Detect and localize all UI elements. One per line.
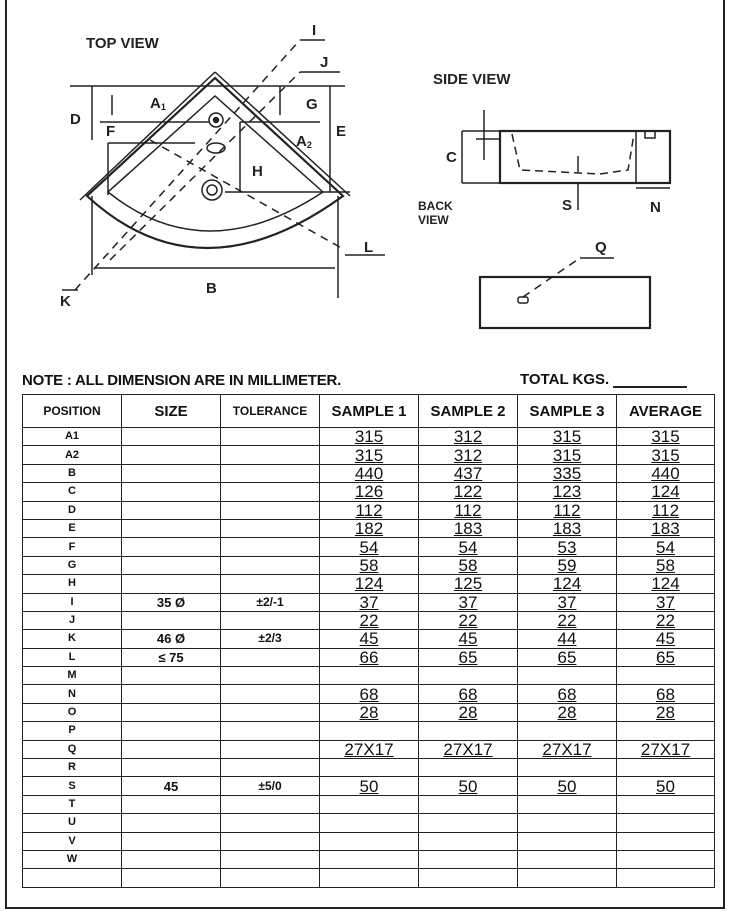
average-cell (617, 869, 715, 887)
position-cell: V (23, 832, 122, 850)
tolerance-cell: ±2/-1 (221, 593, 320, 611)
position-cell: R (23, 759, 122, 777)
table-row (23, 593, 715, 611)
sample-1-cell: 54 (320, 538, 419, 556)
average-cell: 315 (617, 446, 715, 464)
label-f: F (106, 123, 116, 140)
size-cell (122, 483, 221, 501)
table-row (23, 446, 715, 464)
tolerance-cell (221, 501, 320, 519)
units-note: NOTE : ALL DIMENSION ARE IN MILLIMETER. (22, 372, 342, 389)
drain-hole (202, 180, 222, 200)
size-cell (122, 703, 221, 721)
average-cell: 65 (617, 648, 715, 666)
label-j: J (320, 54, 329, 71)
label-e: E (336, 123, 347, 140)
sample-3-cell: 28 (518, 703, 617, 721)
position-cell: L (23, 648, 122, 666)
sample-3-cell: 68 (518, 685, 617, 703)
sample-2-cell: 50 (419, 777, 518, 795)
table-row (23, 483, 715, 501)
tolerance-cell (221, 850, 320, 868)
sample-3-cell: 37 (518, 593, 617, 611)
position-cell: E (23, 519, 122, 537)
table-row (23, 575, 715, 593)
header-tolerance: TOLERANCE (221, 395, 320, 428)
sample-2-cell: 437 (419, 464, 518, 482)
sample-1-cell (320, 759, 419, 777)
sample-1-cell (320, 795, 419, 813)
header-sample-1: SAMPLE 1 (320, 395, 419, 428)
size-cell (122, 538, 221, 556)
total-kgs (520, 371, 687, 388)
sample-3-cell (518, 814, 617, 832)
size-cell (122, 519, 221, 537)
size-cell (122, 446, 221, 464)
average-cell: 183 (617, 519, 715, 537)
size-cell (122, 501, 221, 519)
technical-drawing (0, 0, 729, 370)
sample-1-cell: 112 (320, 501, 419, 519)
sample-1-cell: 28 (320, 703, 419, 721)
table-row (23, 703, 715, 721)
sample-1-cell: 58 (320, 556, 419, 574)
sample-1-cell (320, 869, 419, 887)
sample-2-cell (419, 869, 518, 887)
total-kgs-field[interactable] (613, 372, 687, 388)
sample-1-cell: 68 (320, 685, 419, 703)
average-cell (617, 850, 715, 868)
position-cell: S (23, 777, 122, 795)
position-cell: T (23, 795, 122, 813)
position-cell: J (23, 611, 122, 629)
table-row (23, 611, 715, 629)
position-cell: H (23, 575, 122, 593)
size-cell (122, 850, 221, 868)
table-row (23, 832, 715, 850)
sample-1-cell (320, 832, 419, 850)
back-view-label: BACK (418, 199, 453, 213)
sample-2-cell: 122 (419, 483, 518, 501)
average-cell (617, 814, 715, 832)
sample-2-cell (419, 850, 518, 868)
average-cell: 440 (617, 464, 715, 482)
tolerance-cell (221, 814, 320, 832)
sample-2-cell: 312 (419, 428, 518, 446)
size-cell (122, 575, 221, 593)
tolerance-cell (221, 722, 320, 740)
sample-1-cell (320, 722, 419, 740)
table-body (23, 428, 715, 888)
sample-3-cell (518, 722, 617, 740)
position-cell: M (23, 667, 122, 685)
size-cell (122, 869, 221, 887)
position-cell: B (23, 464, 122, 482)
sample-3-cell (518, 850, 617, 868)
table-row (23, 740, 715, 758)
tolerance-cell (221, 648, 320, 666)
size-cell (122, 611, 221, 629)
sample-2-cell: 112 (419, 501, 518, 519)
label-l: L (364, 239, 374, 256)
size-cell: 45 (122, 777, 221, 795)
sample-1-cell: 182 (320, 519, 419, 537)
sample-2-cell: 183 (419, 519, 518, 537)
average-cell: 22 (617, 611, 715, 629)
label-a2: A2 (296, 133, 312, 150)
position-cell: U (23, 814, 122, 832)
position-cell: C (23, 483, 122, 501)
table-row (23, 850, 715, 868)
position-cell: D (23, 501, 122, 519)
average-cell: 37 (617, 593, 715, 611)
sample-3-cell: 53 (518, 538, 617, 556)
sample-3-cell: 124 (518, 575, 617, 593)
average-cell: 28 (617, 703, 715, 721)
sample-3-cell: 44 (518, 630, 617, 648)
header-sample-2: SAMPLE 2 (419, 395, 518, 428)
sample-2-cell (419, 832, 518, 850)
side-view-title: SIDE VIEW (433, 71, 511, 88)
tolerance-cell (221, 832, 320, 850)
table-header-row (23, 395, 715, 428)
side-view-outline (500, 131, 670, 183)
sample-2-cell: 54 (419, 538, 518, 556)
table-row (23, 630, 715, 648)
position-cell: O (23, 703, 122, 721)
sample-2-cell: 125 (419, 575, 518, 593)
header-sample-3: SAMPLE 3 (518, 395, 617, 428)
average-cell: 68 (617, 685, 715, 703)
average-cell: 112 (617, 501, 715, 519)
tolerance-cell (221, 519, 320, 537)
tolerance-cell (221, 869, 320, 887)
tolerance-cell (221, 667, 320, 685)
average-cell: 50 (617, 777, 715, 795)
sample-1-cell (320, 814, 419, 832)
position-cell: G (23, 556, 122, 574)
header-average: AVERAGE (617, 395, 715, 428)
sample-3-cell (518, 832, 617, 850)
size-cell (122, 740, 221, 758)
average-cell: 54 (617, 538, 715, 556)
sample-1-cell (320, 667, 419, 685)
sample-3-cell: 27X17 (518, 740, 617, 758)
average-cell (617, 795, 715, 813)
sample-2-cell: 37 (419, 593, 518, 611)
label-h: H (252, 163, 263, 180)
label-k: K (60, 293, 71, 310)
sample-3-cell: 335 (518, 464, 617, 482)
tolerance-cell (221, 759, 320, 777)
tolerance-cell (221, 556, 320, 574)
label-c: C (446, 149, 457, 166)
sample-1-cell: 37 (320, 593, 419, 611)
tolerance-cell: ±5/0 (221, 777, 320, 795)
basin-inner-outline (108, 96, 323, 231)
tolerance-cell (221, 703, 320, 721)
tolerance-cell (221, 795, 320, 813)
label-g: G (306, 96, 318, 113)
sample-1-cell: 440 (320, 464, 419, 482)
sample-1-cell (320, 850, 419, 868)
sample-3-cell: 183 (518, 519, 617, 537)
sample-2-cell (419, 795, 518, 813)
position-cell: W (23, 850, 122, 868)
label-s: S (562, 197, 573, 214)
sample-2-cell: 312 (419, 446, 518, 464)
table-row (23, 722, 715, 740)
sample-2-cell: 58 (419, 556, 518, 574)
average-cell: 315 (617, 428, 715, 446)
table-row (23, 538, 715, 556)
header-position: POSITION (23, 395, 122, 428)
average-cell: 27X17 (617, 740, 715, 758)
sample-1-cell: 124 (320, 575, 419, 593)
label-d: D (70, 111, 81, 128)
average-cell: 45 (617, 630, 715, 648)
average-cell: 124 (617, 483, 715, 501)
tolerance-cell (221, 464, 320, 482)
tolerance-cell: ±2/3 (221, 630, 320, 648)
size-cell (122, 722, 221, 740)
size-cell: 35 Ø (122, 593, 221, 611)
sample-1-cell: 315 (320, 446, 419, 464)
position-cell: A2 (23, 446, 122, 464)
tolerance-cell (221, 538, 320, 556)
sample-2-cell: 22 (419, 611, 518, 629)
position-cell: Q (23, 740, 122, 758)
back-view-outline (480, 277, 650, 328)
sample-1-cell: 22 (320, 611, 419, 629)
table-row (23, 759, 715, 777)
sample-3-cell: 59 (518, 556, 617, 574)
top-view-title: TOP VIEW (86, 35, 159, 52)
table-row (23, 685, 715, 703)
average-cell: 124 (617, 575, 715, 593)
average-cell: 58 (617, 556, 715, 574)
sample-2-cell (419, 722, 518, 740)
measurement-table (22, 394, 715, 888)
header-size: SIZE (122, 395, 221, 428)
table-row (23, 795, 715, 813)
label-i: I (312, 22, 317, 39)
position-cell (23, 869, 122, 887)
average-cell (617, 722, 715, 740)
sample-1-cell: 45 (320, 630, 419, 648)
sample-3-cell (518, 869, 617, 887)
sample-3-cell (518, 759, 617, 777)
average-cell (617, 832, 715, 850)
basin-outer-outline (87, 78, 343, 248)
tolerance-cell (221, 483, 320, 501)
table-row (23, 869, 715, 887)
total-kgs-label: TOTAL KGS. (520, 371, 610, 388)
tolerance-cell (221, 611, 320, 629)
position-cell: N (23, 685, 122, 703)
size-cell (122, 556, 221, 574)
sample-3-cell: 65 (518, 648, 617, 666)
table-row (23, 428, 715, 446)
table-row (23, 501, 715, 519)
sample-2-cell: 27X17 (419, 740, 518, 758)
sample-3-cell (518, 795, 617, 813)
sample-2-cell: 45 (419, 630, 518, 648)
average-cell (617, 667, 715, 685)
sample-3-cell: 22 (518, 611, 617, 629)
size-cell (122, 814, 221, 832)
sample-1-cell: 126 (320, 483, 419, 501)
sample-2-cell (419, 759, 518, 777)
label-n: N (650, 199, 661, 216)
sample-3-cell: 123 (518, 483, 617, 501)
position-cell: P (23, 722, 122, 740)
sample-1-cell: 50 (320, 777, 419, 795)
label-b: B (206, 280, 217, 297)
size-cell (122, 667, 221, 685)
sample-2-cell: 28 (419, 703, 518, 721)
sample-1-cell: 27X17 (320, 740, 419, 758)
sample-3-cell: 112 (518, 501, 617, 519)
position-cell: I (23, 593, 122, 611)
sample-3-cell (518, 667, 617, 685)
table-row (23, 648, 715, 666)
size-cell (122, 464, 221, 482)
table-row (23, 519, 715, 537)
table-row (23, 667, 715, 685)
size-cell: 46 Ø (122, 630, 221, 648)
size-cell (122, 685, 221, 703)
sample-2-cell: 68 (419, 685, 518, 703)
tolerance-cell (221, 685, 320, 703)
table-row (23, 464, 715, 482)
tolerance-cell (221, 740, 320, 758)
table-row (23, 814, 715, 832)
sample-3-cell: 315 (518, 446, 617, 464)
sample-2-cell: 65 (419, 648, 518, 666)
size-cell (122, 832, 221, 850)
table-row (23, 556, 715, 574)
position-cell: A1 (23, 428, 122, 446)
table-row (23, 777, 715, 795)
average-cell (617, 759, 715, 777)
size-cell (122, 428, 221, 446)
sample-1-cell: 66 (320, 648, 419, 666)
sample-1-cell: 315 (320, 428, 419, 446)
label-a1: A1 (150, 95, 166, 112)
size-cell (122, 759, 221, 777)
tolerance-cell (221, 428, 320, 446)
label-q: Q (595, 239, 607, 256)
sample-3-cell: 315 (518, 428, 617, 446)
sample-2-cell (419, 814, 518, 832)
size-cell (122, 795, 221, 813)
position-cell: F (23, 538, 122, 556)
size-cell: ≤ 75 (122, 648, 221, 666)
sample-3-cell: 50 (518, 777, 617, 795)
svg-text:VIEW: VIEW (418, 213, 449, 227)
tolerance-cell (221, 575, 320, 593)
sample-2-cell (419, 667, 518, 685)
position-cell: K (23, 630, 122, 648)
tolerance-cell (221, 446, 320, 464)
